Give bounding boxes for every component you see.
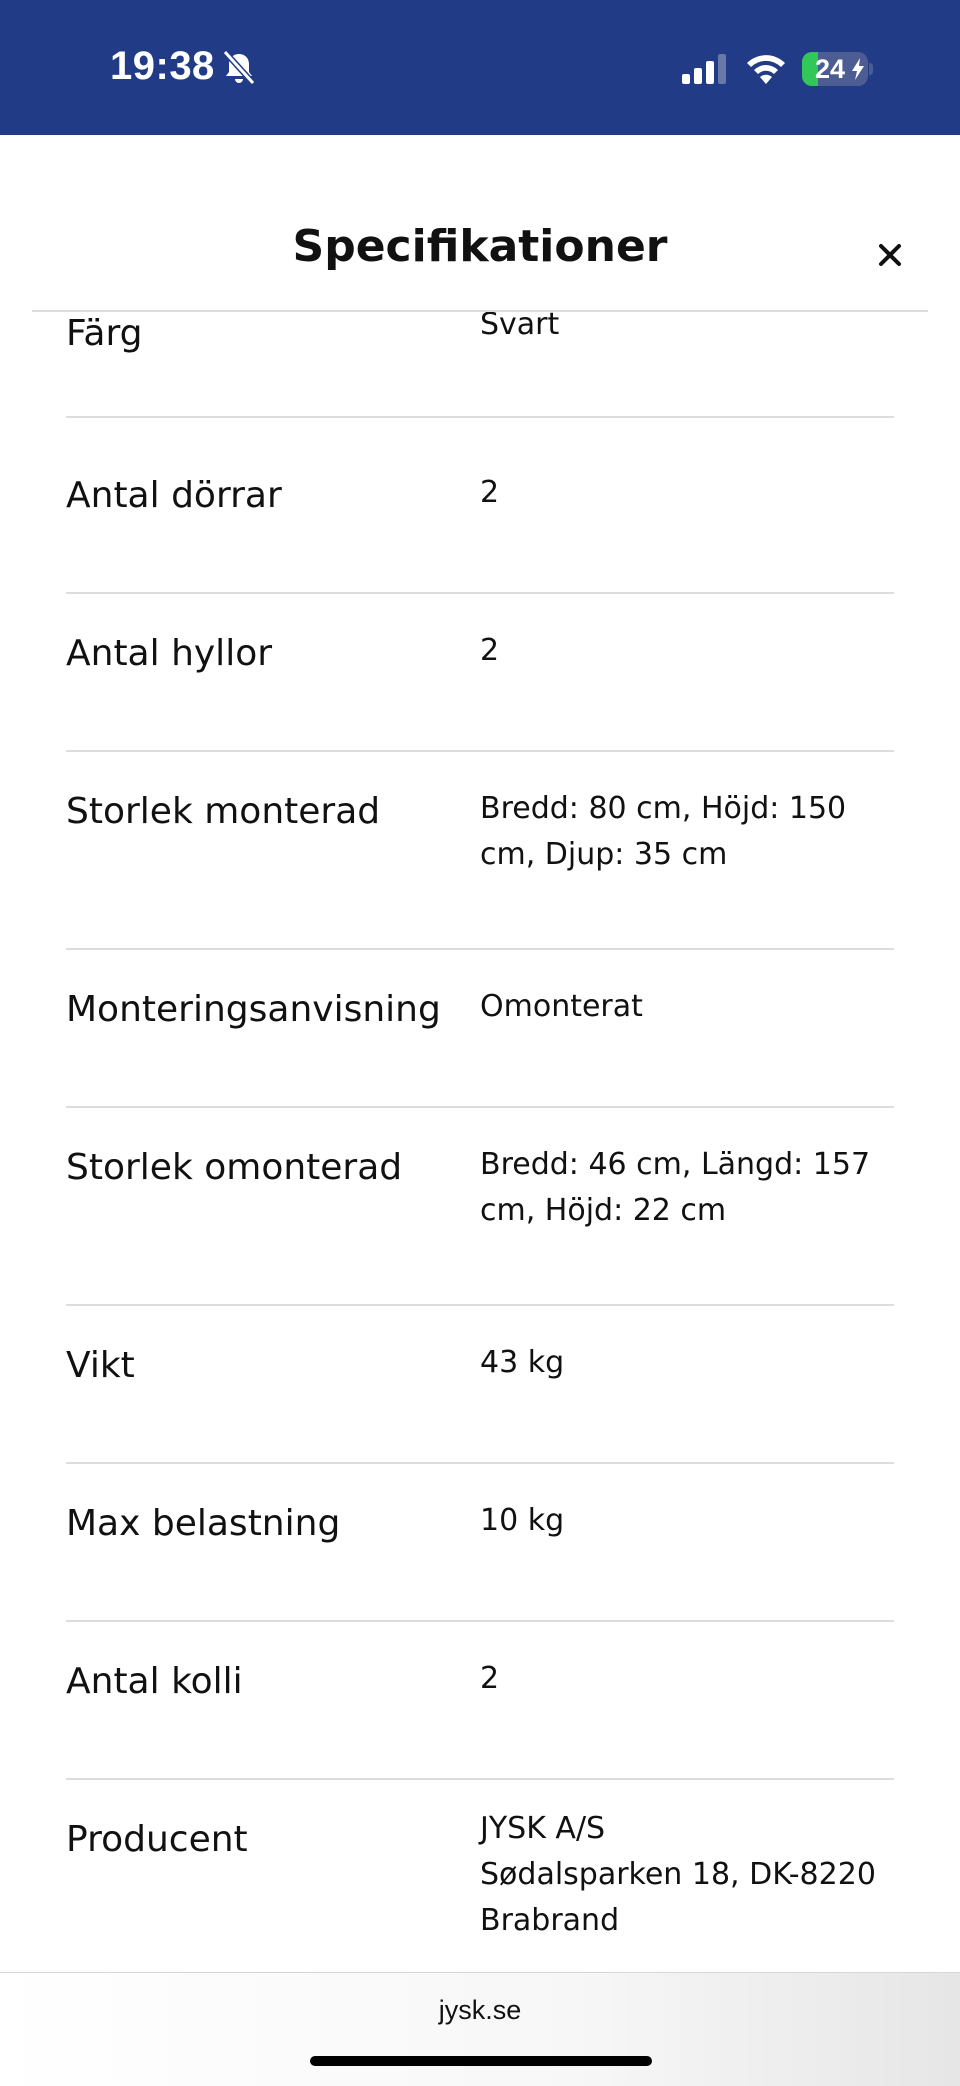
spec-row	[0, 592, 960, 750]
spec-label: Antal dörrar	[66, 475, 282, 516]
spec-row	[0, 1106, 960, 1304]
browser-address-bar[interactable]	[0, 1972, 960, 2086]
spec-value: 2	[480, 475, 500, 510]
spec-label: Storlek omonterad	[66, 1147, 403, 1188]
spec-value: Omonterat	[480, 989, 643, 1024]
spec-row	[0, 1304, 960, 1462]
status-time: 19:38	[110, 44, 215, 88]
spec-label: Vikt	[66, 1345, 135, 1386]
spec-value: JYSK A/S Sødalsparken 18, DK-8220 Brabrand	[480, 1811, 876, 1938]
spec-label: Antal kolli	[66, 1661, 243, 1702]
spec-value: Bredd: 46 cm, Längd: 157 cm, Höjd: 22 cm	[480, 1147, 871, 1228]
spec-row	[0, 434, 960, 592]
battery-charging-icon	[850, 58, 866, 80]
row-divider	[66, 416, 894, 418]
spec-label: Max belastning	[66, 1503, 341, 1544]
spec-row	[0, 1462, 960, 1620]
bell-slash-icon	[222, 50, 256, 86]
spec-label: Monteringsanvisning	[66, 989, 441, 1030]
spec-value: 43 kg	[480, 1345, 565, 1380]
spec-label: Producent	[66, 1819, 248, 1860]
spec-value: Svart	[480, 312, 560, 342]
spec-row	[0, 750, 960, 948]
spec-label: Antal hyllor	[66, 633, 273, 674]
spec-label: Färg	[66, 313, 143, 354]
battery-percent: 24	[814, 54, 846, 84]
spec-row	[0, 1620, 960, 1778]
spec-value: Bredd: 80 cm, Höjd: 150 cm, Djup: 35 cm	[480, 791, 847, 872]
status-bar	[0, 0, 960, 135]
wifi-icon	[744, 50, 788, 86]
spec-value: 2	[480, 1661, 500, 1696]
close-button[interactable]	[868, 233, 912, 277]
spec-list[interactable]	[0, 312, 960, 1972]
spec-row	[0, 312, 960, 416]
modal-title: Specifikationer	[292, 221, 668, 272]
modal-header	[0, 135, 960, 311]
spec-value: 10 kg	[480, 1503, 565, 1538]
close-icon	[868, 233, 912, 277]
battery-indicator	[802, 52, 868, 86]
spec-row	[0, 948, 960, 1106]
battery-nub	[869, 63, 873, 75]
home-indicator	[310, 2056, 652, 2066]
spec-row	[0, 1778, 960, 1972]
spec-value: 2	[480, 633, 500, 668]
browser-url[interactable]: jysk.se	[438, 1995, 522, 2025]
spec-label: Storlek monterad	[66, 791, 381, 832]
cellular-signal-icon	[680, 52, 728, 86]
